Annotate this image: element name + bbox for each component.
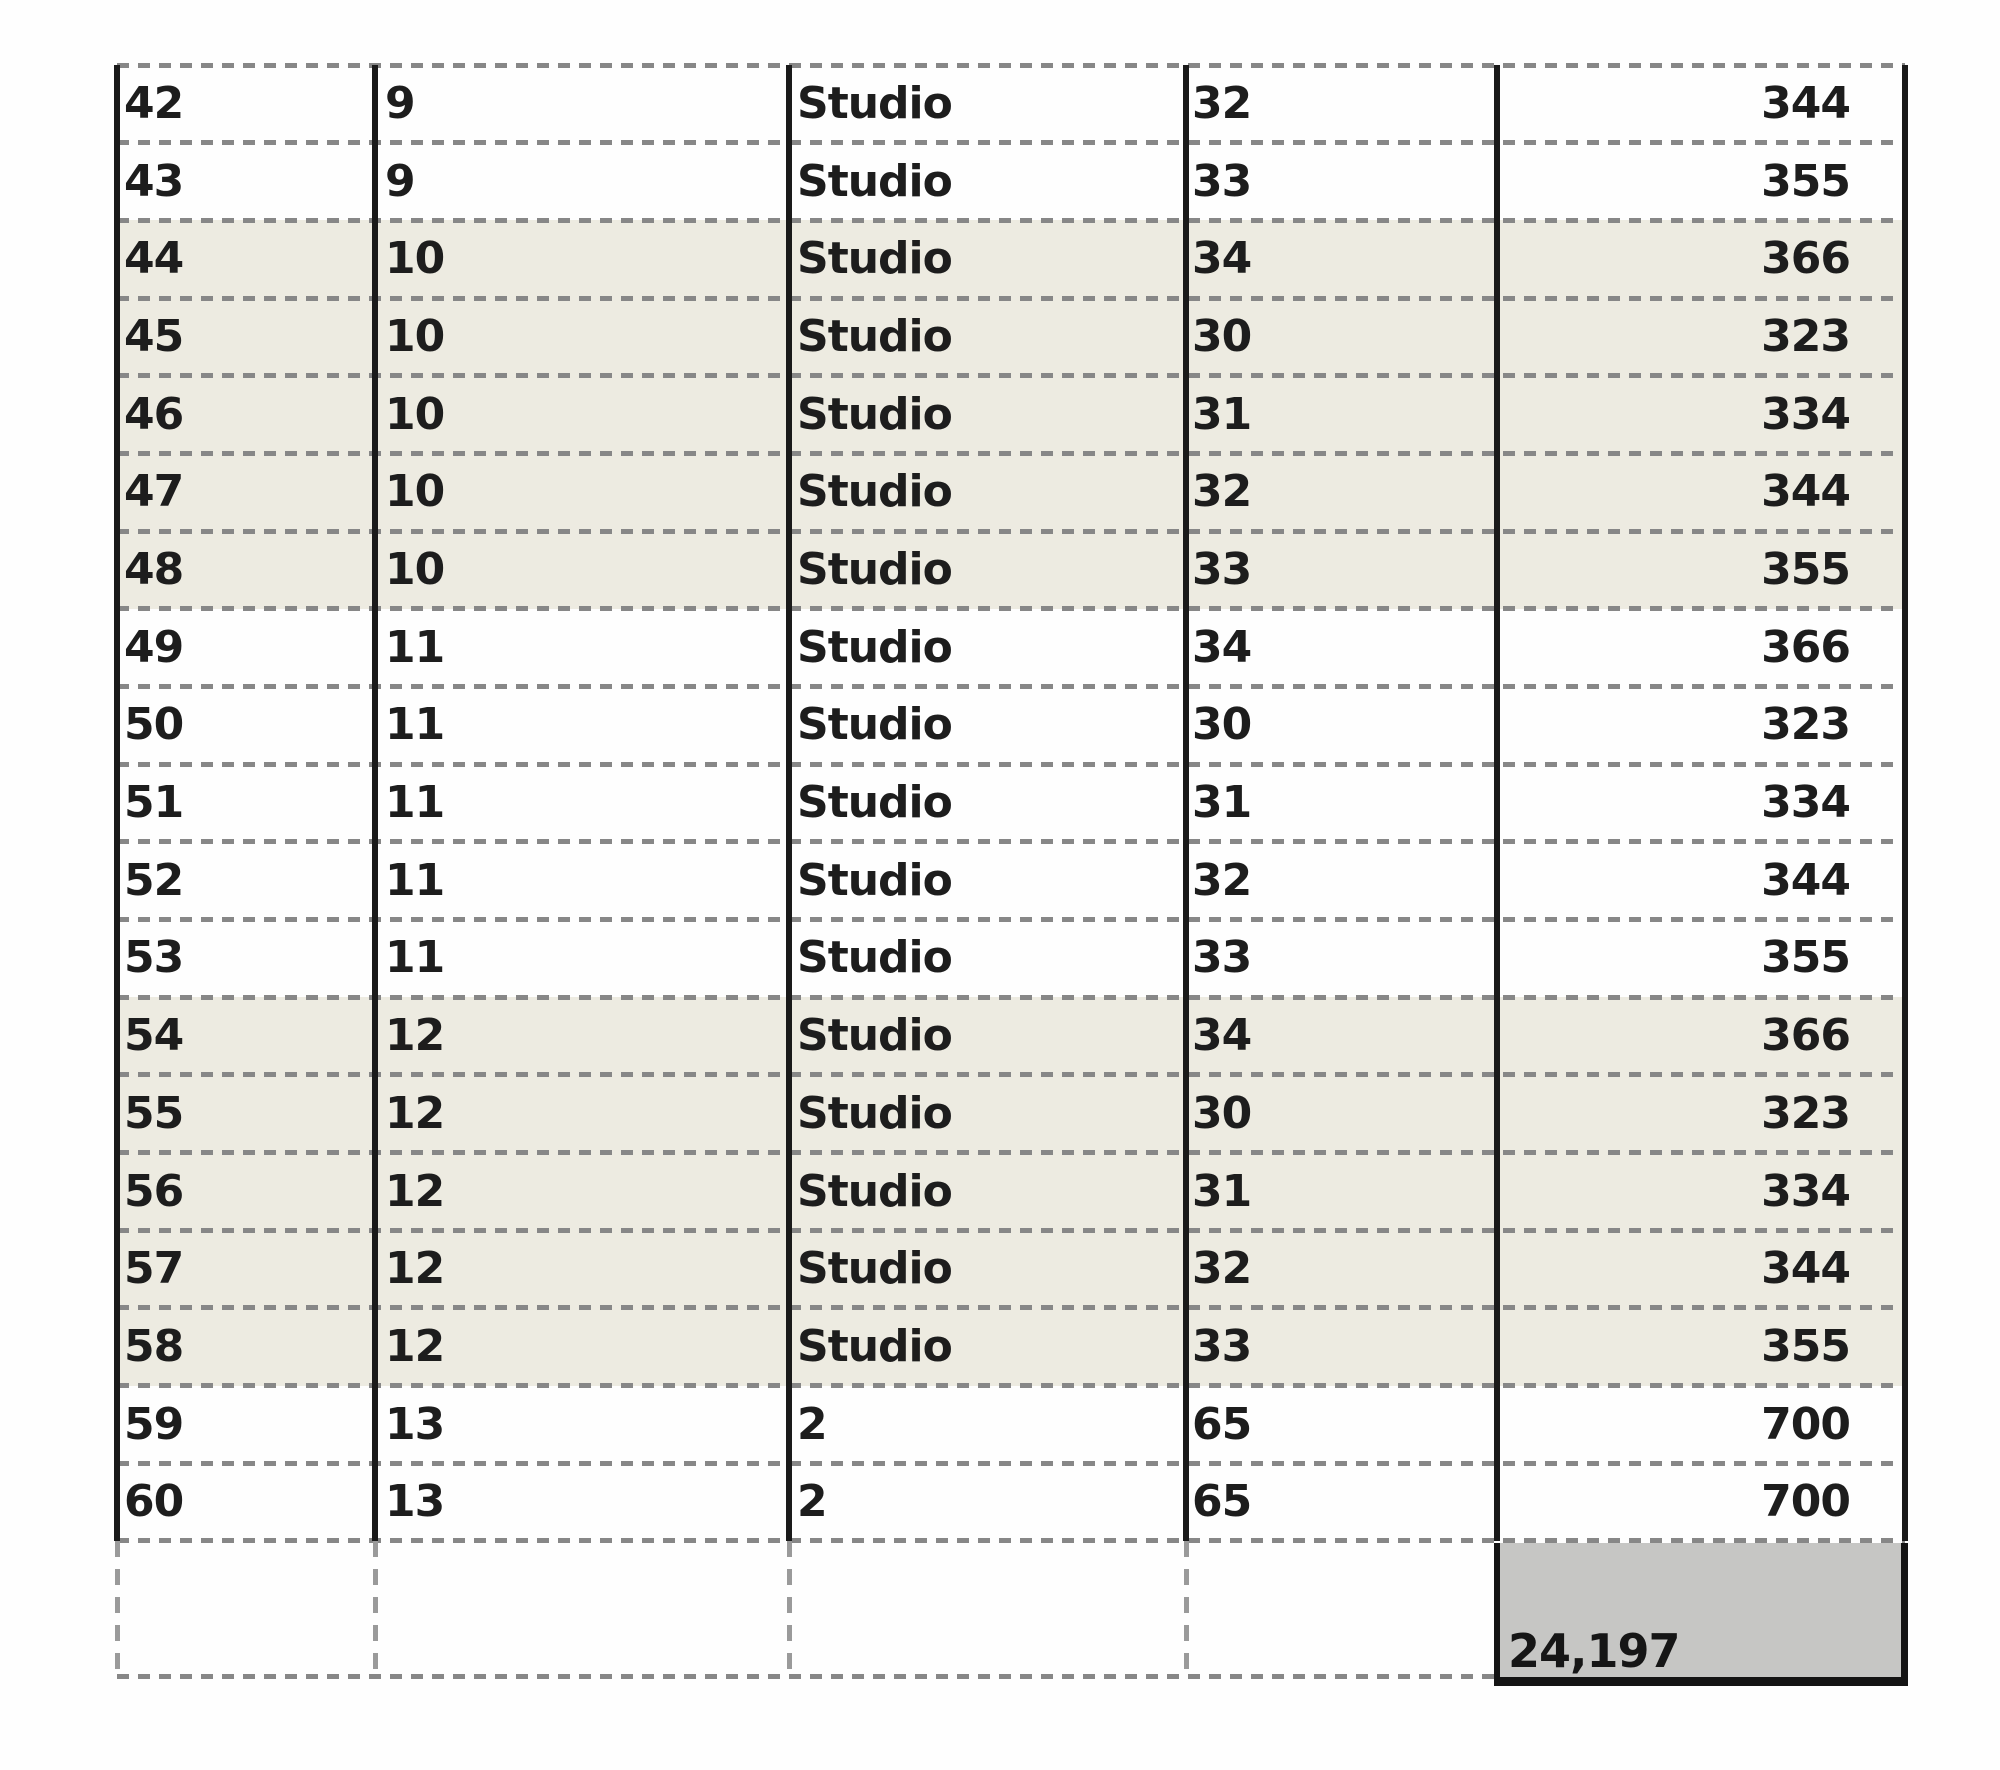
cell-area[interactable]: 323 bbox=[1761, 1087, 1850, 1139]
cell-type[interactable]: Studio bbox=[797, 777, 952, 829]
cell-count[interactable]: 32 bbox=[1192, 466, 1252, 518]
cell-unit-no[interactable]: 55 bbox=[124, 1087, 184, 1139]
table-row bbox=[117, 1153, 1905, 1231]
cell-count[interactable]: 31 bbox=[1192, 1165, 1252, 1217]
table-row bbox=[117, 1463, 1905, 1541]
cell-floor[interactable]: 11 bbox=[385, 777, 445, 829]
table-row bbox=[117, 65, 1905, 143]
row-gridline bbox=[117, 1383, 1905, 1388]
total-value: 24,197 bbox=[1508, 1623, 1680, 1678]
row-gridline bbox=[117, 917, 1905, 922]
cell-floor[interactable]: 10 bbox=[385, 466, 445, 518]
cell-unit-no[interactable]: 43 bbox=[124, 155, 184, 207]
cell-type[interactable]: Studio bbox=[797, 466, 952, 518]
cell-unit-no[interactable]: 52 bbox=[124, 854, 184, 906]
table-row bbox=[117, 764, 1905, 842]
cell-floor[interactable]: 12 bbox=[385, 1087, 445, 1139]
column-separator bbox=[1183, 65, 1189, 1541]
table-row bbox=[117, 1075, 1905, 1153]
cell-area[interactable]: 700 bbox=[1761, 1398, 1850, 1450]
cell-count[interactable]: 30 bbox=[1192, 699, 1252, 751]
cell-type[interactable]: Studio bbox=[797, 388, 952, 440]
row-gridline bbox=[117, 296, 1905, 301]
row-gridline bbox=[117, 63, 1905, 68]
cell-count[interactable]: 32 bbox=[1192, 78, 1252, 129]
dashed-divider bbox=[115, 1541, 120, 1677]
cell-unit-no[interactable]: 46 bbox=[124, 388, 184, 440]
cell-area[interactable]: 355 bbox=[1761, 544, 1850, 596]
table-row bbox=[117, 1308, 1905, 1386]
cell-area[interactable]: 334 bbox=[1761, 777, 1850, 829]
cell-type[interactable]: Studio bbox=[797, 621, 952, 673]
column-separator bbox=[1494, 65, 1500, 1541]
cell-type[interactable]: Studio bbox=[797, 1165, 952, 1217]
table-row bbox=[117, 143, 1905, 221]
cell-unit-no[interactable]: 60 bbox=[124, 1476, 184, 1528]
row-gridline bbox=[117, 218, 1905, 223]
cell-area[interactable]: 355 bbox=[1761, 932, 1850, 984]
cell-floor[interactable]: 12 bbox=[385, 1165, 445, 1217]
cell-count[interactable]: 30 bbox=[1192, 1087, 1252, 1139]
cell-type[interactable]: Studio bbox=[797, 544, 952, 596]
cell-floor[interactable]: 10 bbox=[385, 544, 445, 596]
cell-count[interactable]: 33 bbox=[1192, 1320, 1252, 1372]
cell-floor[interactable]: 11 bbox=[385, 932, 445, 984]
cell-area[interactable]: 344 bbox=[1761, 1243, 1850, 1295]
table-row bbox=[117, 376, 1905, 454]
table-row bbox=[117, 531, 1905, 609]
cell-unit-no[interactable]: 57 bbox=[124, 1243, 184, 1295]
bottom-dashed-gridline bbox=[117, 1674, 1497, 1679]
cell-unit-no[interactable]: 49 bbox=[124, 621, 184, 673]
cell-count[interactable]: 33 bbox=[1192, 932, 1252, 984]
cell-area[interactable]: 334 bbox=[1761, 1165, 1850, 1217]
row-gridline bbox=[117, 373, 1905, 378]
cell-type[interactable]: Studio bbox=[797, 311, 952, 363]
table-row bbox=[117, 298, 1905, 376]
cell-type[interactable]: Studio bbox=[797, 155, 952, 207]
cell-floor[interactable]: 13 bbox=[385, 1398, 445, 1450]
row-gridline bbox=[117, 140, 1905, 145]
row-gridline bbox=[117, 529, 1905, 534]
cell-unit-no[interactable]: 58 bbox=[124, 1320, 184, 1372]
row-gridline bbox=[117, 1228, 1905, 1233]
cell-area[interactable]: 344 bbox=[1761, 78, 1850, 129]
table-row bbox=[117, 919, 1905, 997]
cell-count[interactable]: 34 bbox=[1192, 621, 1252, 673]
cell-area[interactable]: 366 bbox=[1761, 233, 1850, 285]
cell-area[interactable]: 344 bbox=[1761, 854, 1850, 906]
row-gridline bbox=[117, 451, 1905, 456]
cell-unit-no[interactable]: 59 bbox=[124, 1398, 184, 1450]
table-row bbox=[117, 609, 1905, 687]
cell-unit-no[interactable]: 45 bbox=[124, 311, 184, 363]
cell-area[interactable]: 700 bbox=[1761, 1476, 1850, 1528]
cell-unit-no[interactable]: 53 bbox=[124, 932, 184, 984]
cell-count[interactable]: 33 bbox=[1192, 544, 1252, 596]
cell-floor[interactable]: 12 bbox=[385, 1243, 445, 1295]
row-gridline bbox=[117, 762, 1905, 767]
total-cell[interactable] bbox=[1494, 1543, 1908, 1686]
cell-floor[interactable]: 11 bbox=[385, 854, 445, 906]
cell-type[interactable]: Studio bbox=[797, 233, 952, 285]
cell-count[interactable]: 34 bbox=[1192, 1010, 1252, 1062]
row-gridline bbox=[117, 1150, 1905, 1155]
cell-count[interactable]: 32 bbox=[1192, 854, 1252, 906]
cell-unit-no[interactable]: 54 bbox=[124, 1010, 184, 1062]
cell-count[interactable]: 65 bbox=[1192, 1476, 1252, 1528]
cell-floor[interactable]: 9 bbox=[385, 78, 415, 129]
cell-count[interactable]: 31 bbox=[1192, 388, 1252, 440]
cell-unit-no[interactable]: 47 bbox=[124, 466, 184, 518]
cell-type[interactable]: Studio bbox=[797, 854, 952, 906]
table-row bbox=[117, 1386, 1905, 1464]
cell-type[interactable]: Studio bbox=[797, 1010, 952, 1062]
cell-floor[interactable]: 12 bbox=[385, 1010, 445, 1062]
row-gridline bbox=[117, 684, 1905, 689]
cell-type[interactable]: Studio bbox=[797, 699, 952, 751]
cell-floor[interactable]: 10 bbox=[385, 388, 445, 440]
dashed-divider bbox=[1184, 1541, 1189, 1677]
cell-unit-no[interactable]: 50 bbox=[124, 699, 184, 751]
cell-area[interactable]: 355 bbox=[1761, 155, 1850, 207]
cell-area[interactable]: 366 bbox=[1761, 621, 1850, 673]
table-row bbox=[117, 453, 1905, 531]
column-separator bbox=[114, 65, 120, 1541]
row-gridline bbox=[117, 1305, 1905, 1310]
row-gridline bbox=[117, 839, 1905, 844]
cell-type[interactable]: 2 bbox=[797, 1398, 827, 1450]
row-gridline bbox=[117, 1461, 1905, 1466]
cell-type[interactable]: Studio bbox=[797, 78, 952, 129]
cell-unit-no[interactable]: 51 bbox=[124, 777, 184, 829]
cell-floor[interactable]: 11 bbox=[385, 621, 445, 673]
cell-area[interactable]: 355 bbox=[1761, 1320, 1850, 1372]
cell-count[interactable]: 32 bbox=[1192, 1243, 1252, 1295]
table-row bbox=[117, 686, 1905, 764]
cell-floor[interactable]: 11 bbox=[385, 699, 445, 751]
dashed-divider bbox=[787, 1541, 792, 1677]
cell-type[interactable]: Studio bbox=[797, 1087, 952, 1139]
cell-type[interactable]: Studio bbox=[797, 1243, 952, 1295]
cell-floor[interactable]: 10 bbox=[385, 233, 445, 285]
cell-floor[interactable]: 10 bbox=[385, 311, 445, 363]
row-gridline bbox=[117, 995, 1905, 1000]
cell-type[interactable]: Studio bbox=[797, 932, 952, 984]
cell-floor[interactable]: 13 bbox=[385, 1476, 445, 1528]
cell-area[interactable]: 366 bbox=[1761, 1010, 1850, 1062]
column-separator bbox=[786, 65, 792, 1541]
cell-unit-no[interactable]: 42 bbox=[124, 78, 184, 129]
dashed-divider bbox=[373, 1541, 378, 1677]
table-row bbox=[117, 220, 1905, 298]
table-row bbox=[117, 997, 1905, 1075]
table-row bbox=[117, 1230, 1905, 1308]
row-gridline bbox=[117, 606, 1905, 611]
cell-count[interactable]: 33 bbox=[1192, 155, 1252, 207]
column-separator bbox=[1902, 65, 1908, 1541]
column-separator bbox=[372, 65, 378, 1541]
cell-count[interactable]: 30 bbox=[1192, 311, 1252, 363]
cell-count[interactable]: 65 bbox=[1192, 1398, 1252, 1450]
cell-area[interactable]: 334 bbox=[1761, 388, 1850, 440]
cell-type[interactable]: 2 bbox=[797, 1476, 827, 1528]
row-gridline bbox=[117, 1072, 1905, 1077]
cell-type[interactable]: Studio bbox=[797, 1320, 952, 1372]
spreadsheet-grid bbox=[117, 65, 1905, 1695]
cell-area[interactable]: 344 bbox=[1761, 466, 1850, 518]
cell-unit-no[interactable]: 48 bbox=[124, 544, 184, 596]
cell-count[interactable]: 31 bbox=[1192, 777, 1252, 829]
cell-floor[interactable]: 9 bbox=[385, 155, 415, 207]
table-row bbox=[117, 842, 1905, 920]
cell-unit-no[interactable]: 56 bbox=[124, 1165, 184, 1217]
cell-unit-no[interactable]: 44 bbox=[124, 233, 184, 285]
cell-count[interactable]: 34 bbox=[1192, 233, 1252, 285]
cell-floor[interactable]: 12 bbox=[385, 1320, 445, 1372]
cell-area[interactable]: 323 bbox=[1761, 311, 1850, 363]
cell-area[interactable]: 323 bbox=[1761, 699, 1850, 751]
